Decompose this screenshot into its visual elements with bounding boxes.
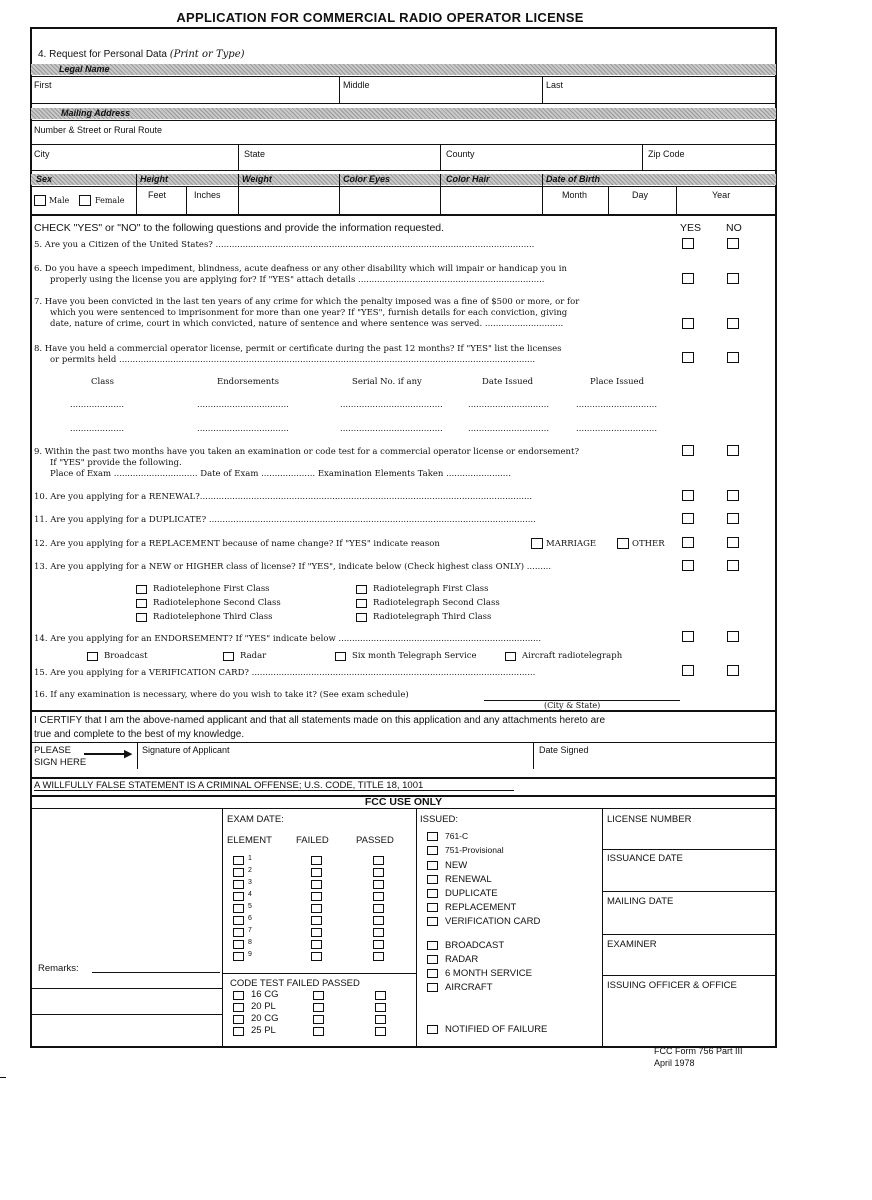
q6-line2: properly using the license you are applying for? If "YES" attach details .....................................................................	[50, 275, 545, 285]
element-3-failed-checkbox[interactable]	[311, 880, 322, 889]
element-8-passed-checkbox[interactable]	[373, 940, 384, 949]
no-header: NO	[726, 222, 742, 234]
element-7-failed-checkbox[interactable]	[311, 928, 322, 937]
code-passed-checkbox[interactable]	[375, 991, 386, 1000]
height-label: Height	[140, 174, 168, 184]
element-9-checkbox[interactable]	[233, 952, 244, 961]
aircraft-checkbox[interactable]	[505, 652, 516, 661]
marriage-label: MARRIAGE	[546, 539, 597, 549]
rg2-label: Radiotelegraph Second Class	[373, 598, 500, 608]
city-state-hint: (City & State)	[544, 701, 601, 710]
q9-yes-checkbox[interactable]	[682, 445, 694, 456]
aircraft-label: Aircraft radiotelegraph	[522, 651, 623, 661]
element-1-passed-checkbox[interactable]	[373, 856, 384, 865]
rt2-label: Radiotelephone Second Class	[153, 598, 281, 608]
application-form	[30, 27, 777, 797]
element-9-passed-checkbox[interactable]	[373, 952, 384, 961]
first-name-label: First	[34, 80, 52, 90]
rg2-checkbox[interactable]	[356, 599, 367, 608]
issued-endorsement-checkbox[interactable]	[427, 969, 438, 978]
warning-text: A WILLFULLY FALSE STATEMENT IS A CRIMINAL OFFENSE; U.S. CODE, TITLE 18, 1001	[34, 780, 424, 791]
sex-label: Sex	[36, 174, 53, 184]
q11-text: 11. Are you applying for a DUPLICATE? .........................................................................................................................	[34, 515, 536, 525]
q14-text: 14. Are you applying for an ENDORSEMENT? If "YES" indicate below ...........................................................................	[34, 634, 542, 644]
rg1-label: Radiotelegraph First Class	[373, 584, 489, 594]
code-failed-checkbox[interactable]	[313, 991, 324, 1000]
notified-checkbox[interactable]	[427, 1025, 438, 1034]
rt1-checkbox[interactable]	[136, 585, 147, 594]
class-field-2[interactable]: ....................	[70, 424, 125, 434]
q8-no-checkbox[interactable]	[727, 352, 739, 363]
q11-yes-checkbox[interactable]	[682, 513, 694, 524]
rg3-checkbox[interactable]	[356, 613, 367, 622]
element-4-checkbox[interactable]	[233, 892, 244, 901]
element-4-passed-checkbox[interactable]	[373, 892, 384, 901]
six-month-label: Six month Telegraph Service	[352, 651, 477, 661]
element-5-checkbox[interactable]	[233, 904, 244, 913]
legal-name-bar: Legal Name	[31, 64, 776, 75]
q11-no-checkbox[interactable]	[727, 513, 739, 524]
q7-line3: date, nature of crime, court in which convicted, nature of sentence and where sentence was served. .............................	[50, 319, 564, 329]
mailing-address-bar: Mailing Address	[31, 108, 776, 119]
code-passed-checkbox[interactable]	[375, 1015, 386, 1024]
element-1-failed-checkbox[interactable]	[311, 856, 322, 865]
broadcast-label: Broadcast	[104, 651, 148, 661]
endorse-field-2[interactable]: ..................................	[197, 424, 289, 434]
male-checkbox[interactable]	[34, 195, 46, 206]
code-test-label: 16 CG	[251, 989, 279, 1000]
q6-yes-checkbox[interactable]	[682, 273, 694, 284]
q14-yes-checkbox[interactable]	[682, 631, 694, 642]
date-field-1[interactable]: ..............................	[468, 400, 550, 410]
date-signed-field[interactable]	[534, 743, 774, 769]
signature-field[interactable]	[138, 743, 532, 769]
code-test-label: 20 PL	[251, 1001, 276, 1012]
year-label: Year	[712, 190, 731, 200]
q14-no-checkbox[interactable]	[727, 631, 739, 642]
code-failed-checkbox[interactable]	[313, 1003, 324, 1012]
element-number: 2	[248, 867, 252, 874]
rt2-checkbox[interactable]	[136, 599, 147, 608]
code-test-label: 20 CG	[251, 1013, 279, 1024]
rg3-label: Radiotelegraph Third Class	[373, 612, 492, 622]
form-title: APPLICATION FOR COMMERCIAL RADIO OPERATOR LICENSE	[176, 10, 584, 25]
q5-text: 5. Are you a Citizen of the United States? ......................................................................................................................	[34, 240, 535, 250]
col-endorsements: Endorsements	[217, 377, 280, 387]
q5-yes-checkbox[interactable]	[682, 238, 694, 249]
marriage-checkbox[interactable]	[531, 538, 543, 549]
q9-no-checkbox[interactable]	[727, 445, 739, 456]
element-6-passed-checkbox[interactable]	[373, 916, 384, 925]
element-2-checkbox[interactable]	[233, 868, 244, 877]
issued-checkbox[interactable]	[427, 832, 438, 841]
q8-line2: or permits held ..........................................................................................................................................................	[50, 355, 536, 365]
examiner-label: EXAMINER	[607, 939, 657, 950]
issued-checkbox[interactable]	[427, 917, 438, 926]
remarks-label: Remarks:	[38, 963, 79, 974]
yes-header: YES	[680, 222, 702, 234]
endorse-field-1[interactable]: ..................................	[197, 400, 289, 410]
failed-header: FAILED	[296, 835, 329, 846]
element-number: 4	[248, 891, 252, 898]
element-2-failed-checkbox[interactable]	[311, 868, 322, 877]
middle-name-label: Middle	[343, 80, 370, 90]
male-label: Male	[49, 196, 70, 205]
element-3-passed-checkbox[interactable]	[373, 880, 384, 889]
signature-label: Signature of Applicant	[142, 745, 230, 755]
q10-yes-checkbox[interactable]	[682, 490, 694, 501]
issuing-officer-label: ISSUING OFFICER & OFFICE	[607, 980, 737, 991]
code-test-header: CODE TEST FAILED PASSED	[230, 978, 360, 989]
element-9-failed-checkbox[interactable]	[311, 952, 322, 961]
serial-field-2[interactable]: ......................................	[340, 424, 443, 434]
female-checkbox[interactable]	[79, 195, 91, 206]
place-field-2[interactable]: ..............................	[576, 424, 658, 434]
notified-label: NOTIFIED OF FAILURE	[445, 1024, 548, 1035]
issued-label: DUPLICATE	[445, 888, 498, 899]
date-field-2[interactable]: ..............................	[468, 424, 550, 434]
col-class: Class	[91, 377, 115, 387]
q7-line2: which you were sentenced to imprisonment for more than one year? If "YES", furnish details for each conviction, giving	[50, 308, 568, 318]
q7-line1: 7. Have you been convicted in the last ten years of any crime for which the penalty imposed was a fine of $500 or more, or for	[34, 297, 580, 307]
element-5-passed-checkbox[interactable]	[373, 904, 384, 913]
issued-checkbox[interactable]	[427, 889, 438, 898]
issued-endorsement-label: AIRCRAFT	[445, 982, 493, 993]
month-label: Month	[562, 190, 588, 200]
q16-text: 16. If any examination is necessary, where do you wish to take it? (See exam schedule)	[34, 690, 409, 700]
color-hair-label: Color Hair	[446, 174, 490, 184]
issued-label: RENEWAL	[445, 874, 492, 885]
dob-label: Date of Birth	[546, 174, 600, 184]
place-field-1[interactable]: ..............................	[576, 400, 658, 410]
code-passed-checkbox[interactable]	[375, 1027, 386, 1036]
element-number: 9	[248, 951, 252, 958]
q7-yes-checkbox[interactable]	[682, 318, 694, 329]
form-date: April 1978	[654, 1058, 695, 1068]
element-5-failed-checkbox[interactable]	[311, 904, 322, 913]
issued-endorsement-checkbox[interactable]	[427, 941, 438, 950]
issued-label: NEW	[445, 860, 468, 871]
code-failed-checkbox[interactable]	[313, 1015, 324, 1024]
exam-date-label: EXAM DATE:	[227, 814, 284, 825]
element-6-failed-checkbox[interactable]	[311, 916, 322, 925]
issued-checkbox[interactable]	[427, 903, 438, 912]
issuance-date-label: ISSUANCE DATE	[607, 853, 683, 864]
issued-label: VERIFICATION CARD	[445, 916, 541, 927]
form-number: FCC Form 756 Part III	[654, 1046, 743, 1056]
issued-endorsement-checkbox[interactable]	[427, 955, 438, 964]
element-6-checkbox[interactable]	[233, 916, 244, 925]
element-number: 6	[248, 915, 252, 922]
issued-checkbox[interactable]	[427, 875, 438, 884]
issued-checkbox[interactable]	[427, 846, 438, 855]
issued-endorsement-label: RADAR	[445, 954, 479, 965]
q12-no-checkbox[interactable]	[727, 537, 739, 548]
code-test-checkbox[interactable]	[233, 1015, 244, 1024]
col-place-issued: Place Issued	[590, 377, 645, 387]
q10-text: 10. Are you applying for a RENEWAL?...........................................................................................................................	[34, 492, 533, 502]
q9-line1: 9. Within the past two months have you taken an examination or code test for a commercial operator license or endorsement?	[34, 447, 579, 457]
q5-no-checkbox[interactable]	[727, 238, 739, 249]
col-date-issued: Date Issued	[482, 377, 534, 387]
q9-line2: If "YES" provide the following.	[50, 458, 182, 468]
element-number: 5	[248, 903, 252, 910]
q8-line1: 8. Have you held a commercial operator license, permit or certificate during the past 12 months? If "YES" list the licenses	[34, 344, 562, 354]
arrow-head-icon: ▶	[124, 748, 133, 760]
code-test-checkbox[interactable]	[233, 991, 244, 1000]
check-heading: CHECK "YES" or "NO" to the following questions and provide the information requested.	[34, 222, 445, 234]
fcc-heading: FCC USE ONLY	[364, 796, 443, 808]
passed-header: PASSED	[356, 835, 394, 846]
q15-text: 15. Are you applying for a VERIFICATION CARD? .........................................................................................................	[34, 668, 536, 678]
issued-label: 761-C	[445, 831, 469, 841]
q13-no-checkbox[interactable]	[727, 560, 739, 571]
element-2-passed-checkbox[interactable]	[373, 868, 384, 877]
code-failed-checkbox[interactable]	[313, 1027, 324, 1036]
six-month-checkbox[interactable]	[335, 652, 346, 661]
state-label: State	[244, 149, 266, 159]
female-label: Female	[95, 196, 125, 205]
issued-endorsement-label: 6 MONTH SERVICE	[445, 968, 532, 979]
day-label: Day	[632, 190, 649, 200]
q13-yes-checkbox[interactable]	[682, 560, 694, 571]
please-label: PLEASE	[34, 745, 71, 756]
county-label: County	[446, 149, 475, 159]
weight-label: Weight	[242, 174, 272, 184]
issued-checkbox[interactable]	[427, 861, 438, 870]
element-7-passed-checkbox[interactable]	[373, 928, 384, 937]
zip-label: Zip Code	[648, 149, 685, 159]
element-number: 1	[248, 855, 252, 862]
section4-label: 4. Request for Personal Data (Print or Type)	[38, 49, 245, 60]
certify-line2: true and complete to the best of my knowledge.	[34, 729, 245, 740]
code-test-checkbox[interactable]	[233, 1003, 244, 1012]
element-number: 7	[248, 927, 252, 934]
col-serial: Serial No. if any	[352, 377, 422, 387]
element-1-checkbox[interactable]	[233, 856, 244, 865]
q12-yes-checkbox[interactable]	[682, 537, 694, 548]
fcc-use-only-box	[30, 795, 777, 1048]
rt3-checkbox[interactable]	[136, 613, 147, 622]
radar-checkbox[interactable]	[223, 652, 234, 661]
element-number: 3	[248, 879, 252, 886]
q13-text: 13. Are you applying for a NEW or HIGHER class of license? If "YES", indicate below (Check highest class ONLY) .........	[34, 562, 552, 572]
margin-mark	[0, 1077, 6, 1078]
broadcast-checkbox[interactable]	[87, 652, 98, 661]
license-number-label: LICENSE NUMBER	[607, 814, 692, 825]
class-field-1[interactable]: ....................	[70, 400, 125, 410]
q15-yes-checkbox[interactable]	[682, 665, 694, 676]
certify-line1: I CERTIFY that I am the above-named applicant and that all statements made on this application and any attachments hereto are	[34, 715, 606, 726]
sign-here-label: SIGN HERE	[34, 757, 87, 768]
element-7-checkbox[interactable]	[233, 928, 244, 937]
date-signed-label: Date Signed	[539, 745, 589, 755]
q9-line3: Place of Exam ............................... Date of Exam .................... Examination Elements Taken ........................	[50, 469, 511, 479]
q15-no-checkbox[interactable]	[727, 665, 739, 676]
rt3-label: Radiotelephone Third Class	[153, 612, 273, 622]
element-header: ELEMENT	[227, 835, 272, 846]
q8-yes-checkbox[interactable]	[682, 352, 694, 363]
inches-label: Inches	[194, 190, 221, 200]
feet-label: Feet	[148, 190, 167, 200]
element-3-checkbox[interactable]	[233, 880, 244, 889]
element-8-failed-checkbox[interactable]	[311, 940, 322, 949]
city-label: City	[34, 149, 50, 159]
other-label: OTHER	[632, 539, 665, 549]
radar-label: Radar	[240, 651, 267, 661]
element-number: 8	[248, 939, 252, 946]
code-passed-checkbox[interactable]	[375, 1003, 386, 1012]
code-test-label: 25 PL	[251, 1025, 276, 1036]
issued-label: ISSUED:	[420, 814, 459, 825]
other-checkbox[interactable]	[617, 538, 629, 549]
q10-no-checkbox[interactable]	[727, 490, 739, 501]
issued-label: 751-Provisional	[445, 845, 504, 855]
issued-label: REPLACEMENT	[445, 902, 517, 913]
rt1-label: Radiotelephone First Class	[153, 584, 270, 594]
code-test-checkbox[interactable]	[233, 1027, 244, 1036]
element-8-checkbox[interactable]	[233, 940, 244, 949]
rg1-checkbox[interactable]	[356, 585, 367, 594]
color-eyes-label: Color Eyes	[343, 174, 391, 184]
q6-line1: 6. Do you have a speech impediment, blindness, acute deafness or any other disability which will impair or handicap you in	[34, 264, 567, 274]
serial-field-1[interactable]: ......................................	[340, 400, 443, 410]
q6-no-checkbox[interactable]	[727, 273, 739, 284]
mailing-date-label: MAILING DATE	[607, 896, 674, 907]
street-label: Number & Street or Rural Route	[34, 125, 163, 135]
issued-endorsement-label: BROADCAST	[445, 940, 505, 951]
q7-no-checkbox[interactable]	[727, 318, 739, 329]
last-name-label: Last	[546, 80, 564, 90]
issued-endorsement-checkbox[interactable]	[427, 983, 438, 992]
q12-text: 12. Are you applying for a REPLACEMENT because of name change? If "YES" indicate reason	[34, 539, 440, 549]
element-4-failed-checkbox[interactable]	[311, 892, 322, 901]
